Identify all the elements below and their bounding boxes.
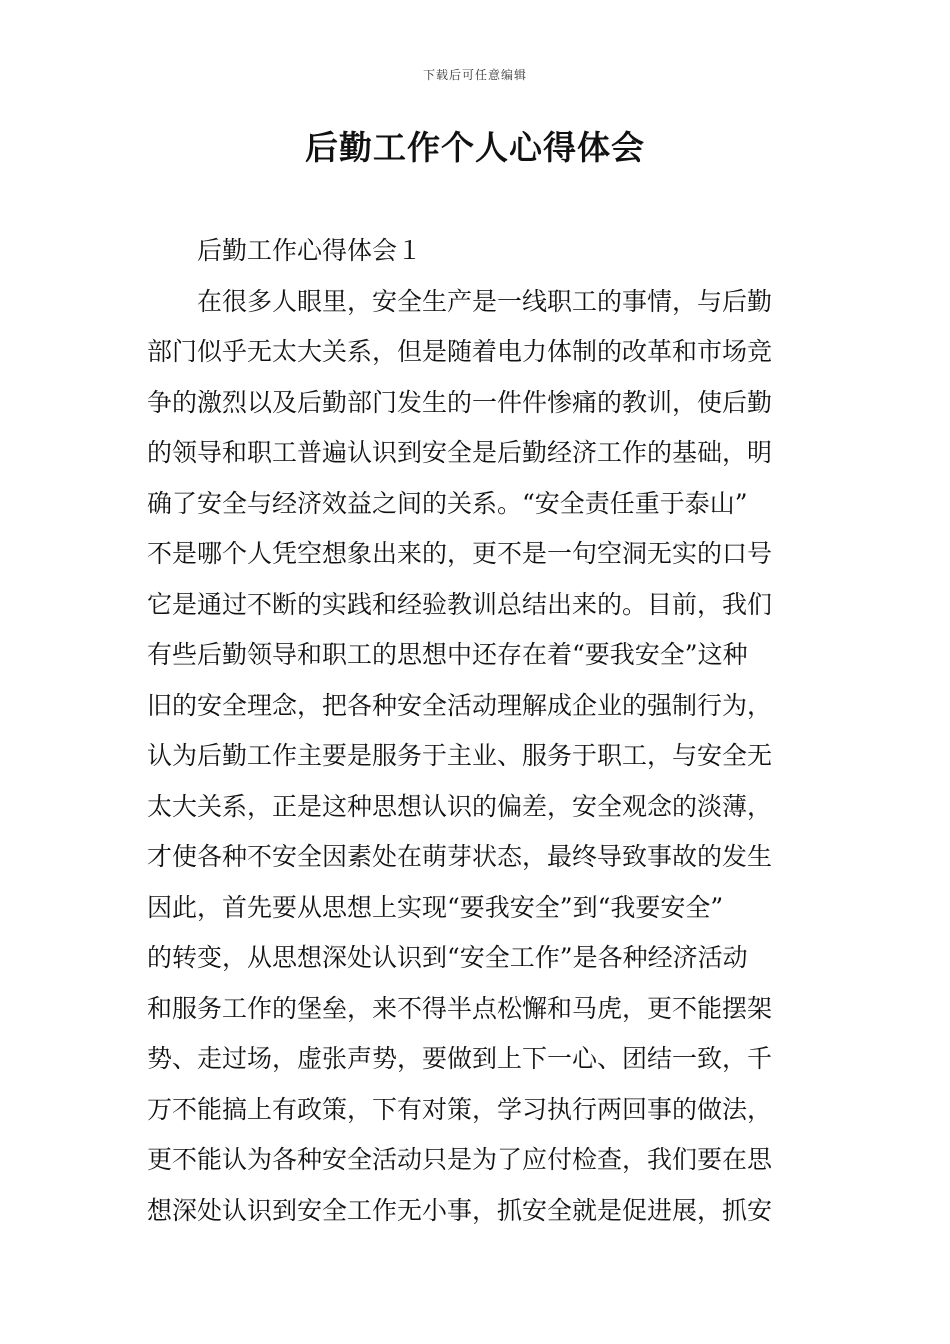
paragraph-line: 的转变，从思想深处认识到“安全工作”是各种经济活动: [147, 943, 748, 972]
paragraph-line: 认为后勤工作主要是服务于主业、服务于职工，与安全无: [147, 741, 773, 770]
header-note: 下载后可任意编辑: [422, 68, 527, 82]
body-text: [147, 226, 827, 1236]
paragraph-line: 部门似乎无太大关系，但是随着电力体制的改革和市场竞: [147, 337, 773, 366]
document-title: 后勤工作个人心得体会: [305, 128, 645, 167]
paragraph-line: 不是哪个人凭空想象出来的，更不是一句空洞无实的口号: [147, 539, 773, 568]
paragraph-line: 才使各种不安全因素处在萌芽状态，最终导致事故的发生: [147, 842, 773, 871]
paragraph-line: 太大关系，正是这种思想认识的偏差，安全观念的淡薄，: [147, 791, 773, 821]
paragraph-line: 争的激烈以及后勤部门发生的一件件惨痛的教训，使后勤: [147, 387, 773, 417]
paragraph-line: 它是通过不断的实践和经验教训总结出来的。目前，我们: [147, 589, 773, 619]
section-heading: 后勤工作心得体会１: [197, 236, 423, 265]
paragraph-line: 势、走过场，虚张声势，要做到上下一心、团结一致，千: [147, 1044, 773, 1073]
paragraph-line: 旧的安全理念，把各种安全活动理解成企业的强制行为，: [147, 690, 773, 720]
paragraph-line: 有些后勤领导和职工的思想中还存在着“要我安全”这种: [147, 640, 748, 669]
paragraph-line: 在很多人眼里，安全生产是一线职工的事情，与后勤: [197, 286, 773, 316]
paragraph-line: 因此，首先要从思想上实现“要我安全”到“我要安全”: [147, 892, 724, 922]
paragraph-line: 万不能搞上有政策，下有对策，学习执行两回事的做法，: [147, 1094, 773, 1124]
paragraph-line: 确了安全与经济效益之间的关系。“安全责任重于泰山”: [147, 488, 748, 518]
paragraph-line: 和服务工作的堡垒，来不得半点松懈和马虎，更不能摆架: [147, 993, 773, 1023]
paragraph-line: 的领导和职工普遍认识到安全是后勤经济工作的基础，明: [147, 438, 773, 467]
paragraph-line: 想深处认识到安全工作无小事，抓安全就是促进展，抓安: [147, 1195, 773, 1225]
paragraph-line: 更不能认为各种安全活动只是为了应付检查，我们要在思: [147, 1145, 773, 1174]
